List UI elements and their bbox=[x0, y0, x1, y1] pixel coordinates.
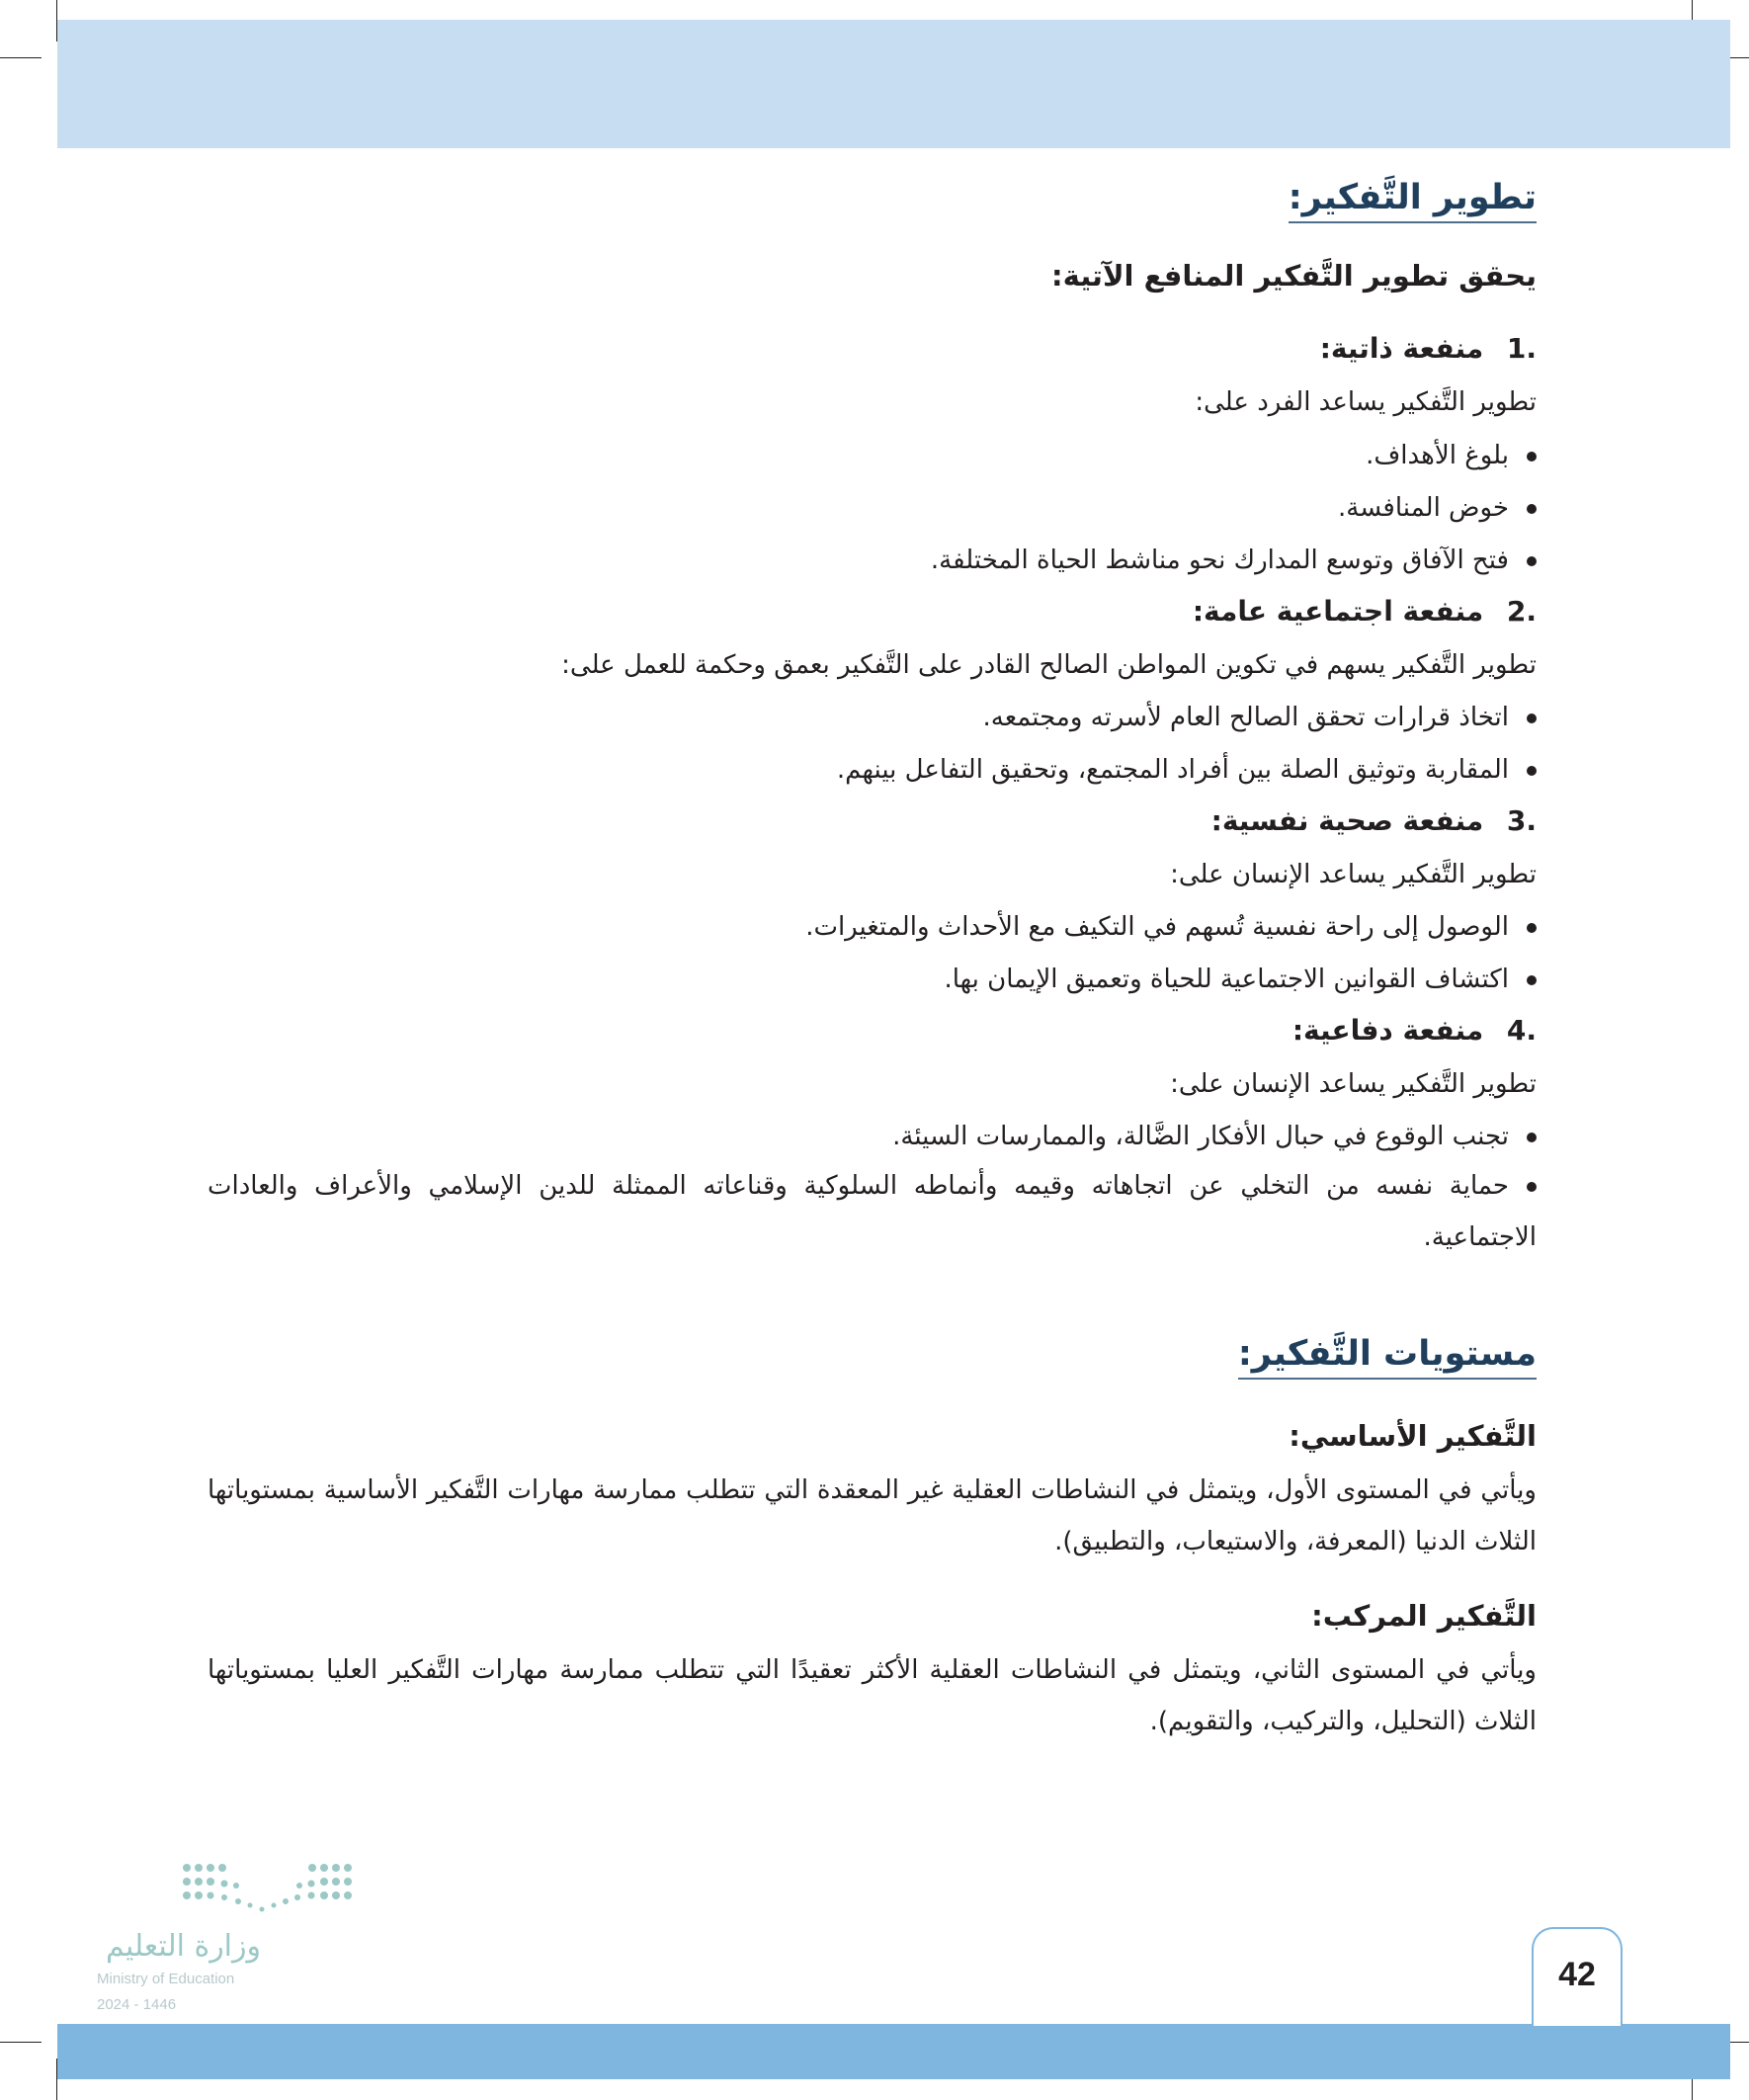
list-item bbox=[1338, 493, 1537, 523]
footer-band bbox=[57, 2024, 1730, 2079]
level-text-basic: ويأتي في المستوى الأول، ويتمثل في النشاطات العقلية غير المعقدة التي تتطلب ممارسة مهارات التَّفكير الأساسية بمستوياتها الثلاث الدنيا (المعرفة، والاستيعاب، والتطبيق). bbox=[208, 1475, 1537, 1556]
list-item-text: الوصول إلى راحة نفسية تُسهم في التكيف مع الأحداث والمتغيرات. bbox=[805, 912, 1509, 942]
list-item bbox=[892, 1122, 1537, 1151]
ministry-dots-icon bbox=[181, 1860, 354, 1921]
section-title-thinking-levels: مستويات التَّفكير: bbox=[1238, 1334, 1537, 1380]
benefit-heading bbox=[1211, 804, 1537, 837]
level-text-complex: ويأتي في المستوى الثاني، ويتمثل في النشاطات العقلية الأكثر تعقيدًا التي تتطلب ممارسة مهارات التَّفكير العليا بمستوياتها الثلاث (التحليل، والتركيب، والتقويم). bbox=[208, 1655, 1537, 1736]
header-band bbox=[57, 20, 1730, 148]
list-item-text: فتح الآفاق وتوسع المدارك نحو مناشط الحياة المختلفة. bbox=[930, 546, 1509, 575]
level-title-complex: التَّفكير المركب: bbox=[1311, 1599, 1537, 1633]
section-title-thinking-development: تطوير التَّفكير: bbox=[1289, 178, 1537, 223]
bullet-icon bbox=[1527, 766, 1537, 776]
benefit-number: .3 bbox=[1506, 804, 1537, 837]
level-title-basic: التَّفكير الأساسي: bbox=[1289, 1419, 1537, 1453]
ministry-name-ar: وزارة التعليم bbox=[105, 1929, 261, 1964]
benefit-heading bbox=[1292, 1014, 1537, 1047]
list-item bbox=[1366, 441, 1537, 470]
list-item bbox=[983, 703, 1538, 732]
benefit-heading bbox=[1193, 595, 1537, 628]
bullet-icon bbox=[1527, 556, 1537, 566]
benefit-title: منفعة اجتماعية عامة: bbox=[1192, 595, 1484, 628]
list-item-text: بلوغ الأهداف. bbox=[1366, 441, 1509, 470]
benefit-number: .1 bbox=[1506, 332, 1537, 365]
bullet-icon bbox=[1527, 1133, 1537, 1142]
benefit-lead: تطوير التَّفكير يساعد الإنسان على: bbox=[1170, 1069, 1537, 1099]
benefit-title: منفعة دفاعية: bbox=[1291, 1014, 1484, 1047]
list-item-text: اتخاذ قرارات تحقق الصالح العام لأسرته ومجتمعه. bbox=[982, 703, 1509, 732]
edition-year: 2024 - 1446 bbox=[97, 1996, 177, 2013]
list-item-text: اكتشاف القوانين الاجتماعية للحياة وتعميق الإيمان بها. bbox=[944, 965, 1509, 994]
list-item-text: حماية نفسه من التخلي عن اتجاهاته وقيمه وأنماطه السلوكية وقناعاته الممثلة للدين الإسلامي والأعراف والعادات الاجتماعية. bbox=[208, 1171, 1537, 1252]
bullet-icon bbox=[1527, 975, 1537, 985]
benefit-title: منفعة صحية نفسية: bbox=[1210, 804, 1484, 837]
list-item bbox=[931, 546, 1537, 575]
benefit-heading bbox=[1320, 332, 1537, 365]
benefit-lead: تطوير التَّفكير يساعد الفرد على: bbox=[1195, 387, 1537, 417]
ministry-name-en: Ministry of Education bbox=[97, 1971, 235, 1987]
list-item-text: خوض المنافسة. bbox=[1338, 493, 1509, 523]
benefit-number: .4 bbox=[1506, 1014, 1537, 1047]
list-item bbox=[805, 912, 1537, 942]
benefit-lead: تطوير التَّفكير يسهم في تكوين المواطن الصالح القادر على التَّفكير بعمق وحكمة للعمل على: bbox=[561, 650, 1537, 680]
page-number: 42 bbox=[1532, 1927, 1623, 2026]
crop-mark bbox=[0, 2042, 42, 2043]
section-intro: يحقق تطوير التَّفكير المنافع الآتية: bbox=[1051, 259, 1537, 293]
list-item bbox=[945, 965, 1538, 994]
list-item bbox=[837, 755, 1537, 785]
bullet-icon bbox=[1527, 1182, 1537, 1192]
crop-mark bbox=[0, 57, 42, 58]
bullet-icon bbox=[1527, 923, 1537, 933]
list-item bbox=[208, 1160, 1537, 1263]
benefit-lead: تطوير التَّفكير يساعد الإنسان على: bbox=[1170, 860, 1537, 889]
bullet-icon bbox=[1527, 504, 1537, 514]
bullet-icon bbox=[1527, 452, 1537, 462]
benefit-title: منفعة ذاتية: bbox=[1319, 332, 1484, 365]
list-item-text: المقاربة وتوثيق الصلة بين أفراد المجتمع، وتحقيق التفاعل بينهم. bbox=[836, 755, 1509, 785]
bullet-icon bbox=[1527, 714, 1537, 723]
benefit-number: .2 bbox=[1506, 595, 1537, 628]
list-item-text: تجنب الوقوع في حبال الأفكار الضَّالة، والممارسات السيئة. bbox=[892, 1122, 1509, 1151]
